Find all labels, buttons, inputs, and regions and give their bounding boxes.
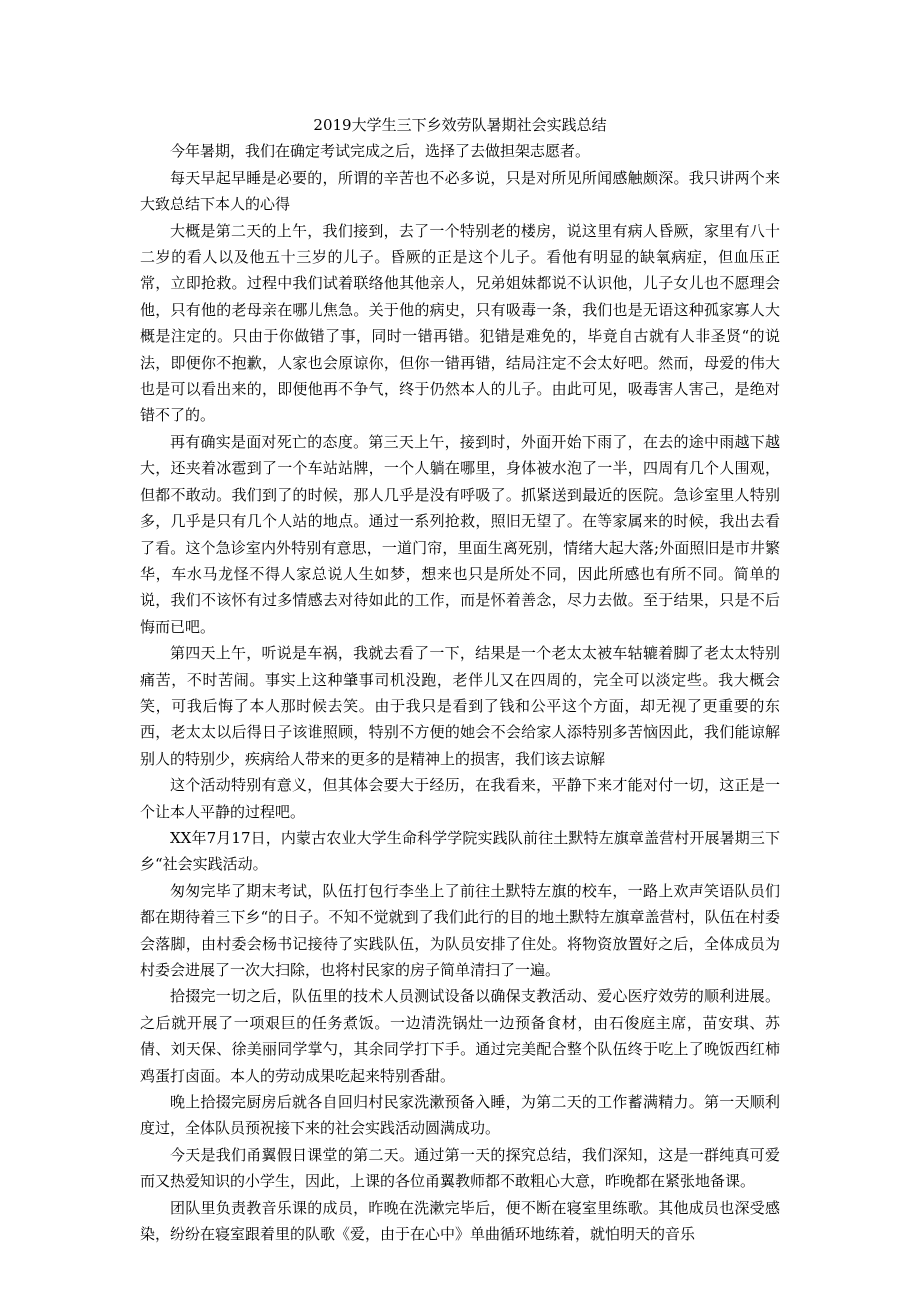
paragraph: 团队里负责教音乐课的成员，昨晚在洗漱完毕后，便不断在寝室里练歌。其他成员也深受感染，纷纷在寝室跟着里的队歌《爱，由于在心中》单曲循环地练着，就怕明天的音乐 <box>140 1198 780 1244</box>
paragraph: 每天早起早睡是必要的，所谓的辛苦也不必多说，只是对所见所闻感触颇深。我只讲两个来大致总结下本人的心得 <box>140 168 780 214</box>
paragraph: 今天是我们甬翼假日课堂的第二天。通过第一天的探究总结，我们深知，这是一群纯真可爱而又热爱知识的小学生，因此，上课的各位甬翼教师都不敢粗心大意，昨晚都在紧张地备课。 <box>140 1145 780 1191</box>
document-page <box>140 112 780 1247</box>
paragraph: 拾掇完一切之后，队伍里的技术人员测试设备以确保支教活动、爱心医疗效劳的顺利进展。之后就开展了一项艰巨的任务煮饭。一边清洗锅灶一边预备食材，由石俊庭主席，苗安琪、苏倩、刘天保、徐美丽同学掌勺，其余同学打下手。通过完美配合整个队伍终于吃上了晚饭西红柿鸡蛋打卤面。本人的劳动成果吃起来特别香甜。 <box>140 987 780 1085</box>
paragraph: 大概是第二天的上午，我们接到，去了一个特别老的楼房，说这里有病人昏厥，家里有八十二岁的看人以及他五十三岁的儿子。昏厥的正是这个儿子。看他有明显的缺氧病症，但血压正常，立即抢救。过程中我们试着联络他其他亲人，兄弟姐妹都说不认识他，儿子女儿也不愿理会他，只有他的老母亲在哪儿焦急。关于他的病史，只有吸毒一条，我们也是无语这种孤家寡人大概是注定的。只由于你做错了事，同时一错再错。犯错是难免的，毕竟自古就有人非圣贤“的说法，即便你不抱歉，人家也会原谅你，但你一错再错，结局注定不会太好吧。然而，母爱的伟大也是可以看出来的，即便他再不争气，终于仍然本人的儿子。由此可见，吸毒害人害己，是绝对错不了的。 <box>140 221 780 425</box>
paragraph: 晚上拾掇完厨房后就各自回归村民家洗漱预备入睡，为第二天的工作蓄满精力。第一天顺利度过，全体队员预祝接下来的社会实践活动圆满成功。 <box>140 1093 780 1138</box>
document-title: 2019大学生三下乡效劳队暑期社会实践总结 <box>313 116 607 134</box>
paragraph: 今年暑期，我们在确定考试完成之后，选择了去做担架志愿者。 <box>170 142 591 161</box>
paragraph: 匆匆完毕了期末考试，队伍打包行李坐上了前往土默特左旗的校车，一路上欢声笑语队员们都在期待着三下乡“的日子。不知不觉就到了我们此行的目的地土默特左旗章盖营村，队伍在村委会落脚，由村委会杨书记接待了实践队伍，为队员安排了住处。将物资放置好之后，全体成员为村委会进展了一次大扫除，也将村民家的房子简单清扫了一遍。 <box>140 881 780 979</box>
paragraph: 再有确实是面对死亡的态度。第三天上午，接到时，外面开始下雨了，在去的途中雨越下越大，还夹着冰雹到了一个车站站牌，一个人躺在哪里，身体被水泡了一半，四周有几个人围观，但都不敢动。我们到了的时候，那人几乎是没有呼吸了。抓紧送到最近的医院。急诊室里人特别多，几乎是只有几个人站的地点。通过一系列抢救，照旧无望了。在等家属来的时候，我出去看了看。这个急诊室内外特别有意思，一道门帘，里面生离死别，情绪大起大落;外面照旧是市井繁华，车水马龙怪不得人家总说人生如梦，想来也只是所处不同，因此所感也有所不同。简单的说，我们不该怀有过多情感去对待如此的工作，而是怀着善念，尽力去做。至于结果，只是不后悔而已吧。 <box>140 432 780 636</box>
paragraph: 这个活动特别有意义，但其体会要大于经历，在我看来，平静下来才能对付一切，这正是一个让本人平静的过程吧。 <box>140 776 780 821</box>
paragraph: XX年7月17日，内蒙古农业大学生命科学学院实践队前往土默特左旗章盖营村开展暑期三下乡“社会实践活动。 <box>140 828 780 874</box>
paragraph: 第四天上午，听说是车祸，我就去看了一下，结果是一个老太太被车轱辘着脚了老太太特别痛苦，不时苦闹。事实上这种肇事司机没跑，老伴儿又在四周的，完全可以淡定些。我大概会笑，可我后悔了本人那时候去笑。由于我只是看到了钱和公平这个方面，却无视了更重要的东西，老太太以后得日子该谁照顾，特别不方便的她会不会给家人添特别多苦恼因此，我们能谅解别人的特别少，疾病给人带来的更多的是精神上的损害，我们该去谅解 <box>140 644 780 768</box>
